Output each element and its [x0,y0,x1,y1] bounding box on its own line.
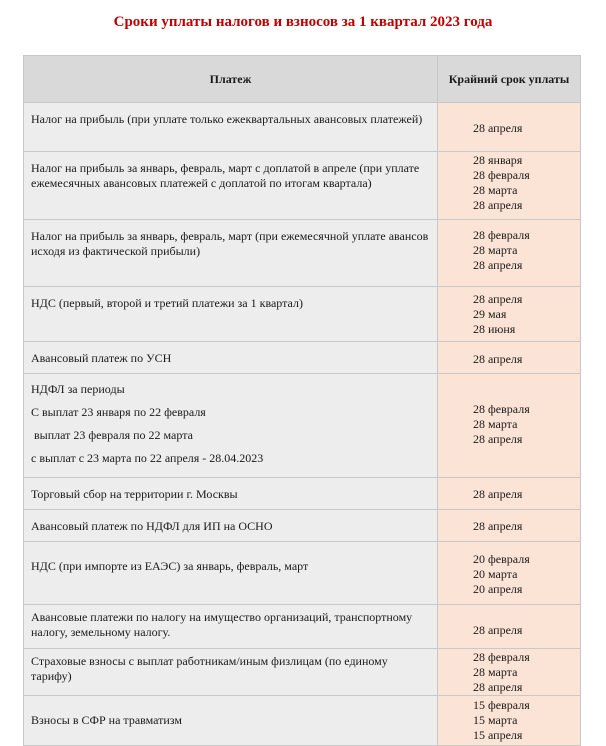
payment-line: НДФЛ за периоды [31,382,125,396]
deadline-cell [438,649,581,696]
payment-cell [24,374,438,478]
deadline-date: 28 апреля [473,198,523,212]
deadline-date: 28 февраля [473,650,530,664]
deadline-date: 28 марта [473,183,518,197]
deadline-date: 28 марта [473,665,518,679]
table-row [24,542,581,605]
deadline-cell [438,510,581,542]
deadline-cell [438,696,581,746]
payment-cell: Авансовый платеж по НДФЛ для ИП на ОСНО [24,510,438,542]
deadline-cell [438,152,581,220]
deadline-date: 28 марта [473,417,518,431]
deadline-date: 28 февраля [473,168,530,182]
payment-cell: НДС (при импорте из ЕАЭС) за январь, февраль, март [24,542,438,605]
table-row [24,510,581,542]
table-row [24,649,581,696]
deadline-date: 29 мая [473,307,507,321]
deadline-cell [438,478,581,510]
deadline-cell [438,605,581,649]
deadline-date: 28 апреля [473,519,523,533]
table-row [24,478,581,510]
table-row [24,605,581,649]
payment-cell: Налог на прибыль за январь, февраль, март (при ежемесячной уплате авансов исходя из фактической прибыли) [24,220,438,287]
deadline-cell [438,342,581,374]
deadline-cell [438,542,581,605]
payment-cell: Налог на прибыль за январь, февраль, март с доплатой в апреле (при уплате ежемесячных авансовых платежей с доплатой по итогам квартала) [24,152,438,220]
deadline-date: 15 февраля [473,698,530,712]
deadline-date: 28 февраля [473,402,530,416]
deadline-date: 28 апреля [473,352,523,366]
payment-cell: НДС (первый, второй и третий платежи за 1 квартал) [24,287,438,342]
deadline-date: 28 апреля [473,487,523,501]
deadline-date: 20 апреля [473,582,523,596]
deadline-date: 28 марта [473,243,518,257]
table-row [24,374,581,478]
deadline-date: 28 апреля [473,121,523,135]
payment-line: С выплат 23 января по 22 февраля [31,405,206,419]
table-row [24,696,581,746]
header-deadline: Крайний срок уплаты [438,56,581,103]
deadline-cell [438,103,581,152]
deadline-date: 28 апреля [473,292,523,306]
deadline-date: 28 апреля [473,623,523,637]
deadline-date: 15 апреля [473,728,523,742]
deadline-date: 28 апреля [473,258,523,272]
table-row [24,103,581,152]
table-row [24,220,581,287]
page-title: Сроки уплаты налогов и взносов за 1 квартал 2023 года [113,14,493,30]
payment-line: с выплат с 23 марта по 22 апреля - 28.04.2023 [31,451,264,465]
deadline-date: 28 июня [473,322,516,336]
table-row [24,152,581,220]
deadline-date: 20 марта [473,567,518,581]
payment-cell: Авансовый платеж по УСН [24,342,438,374]
deadline-cell [438,220,581,287]
table-header-row [24,56,581,103]
payment-cell: Взносы в СФР на травматизм [24,696,438,746]
table-row [24,287,581,342]
deadline-cell [438,287,581,342]
deadline-date: 28 апреля [473,432,523,446]
payment-cell: Торговый сбор на территории г. Москвы [24,478,438,510]
payment-cell: Страховые взносы с выплат работникам/иным физлицам (по единому тарифу) [24,649,438,696]
header-payment: Платеж [24,56,438,103]
deadline-cell [438,374,581,478]
tax-deadlines-table [23,55,581,746]
deadline-date: 20 февраля [473,552,530,566]
deadline-date: 28 января [473,153,523,167]
payment-cell: Авансовые платежи по налогу на имущество организаций, транспортному налогу, земельному налогу. [24,605,438,649]
deadline-date: 28 февраля [473,228,530,242]
payment-line: выплат 23 февраля по 22 марта [31,428,193,442]
deadline-date: 15 марта [473,713,518,727]
deadline-date: 28 апреля [473,680,523,694]
payment-cell: Налог на прибыль (при уплате только ежеквартальных авансовых платежей) [24,103,438,152]
table-row [24,342,581,374]
